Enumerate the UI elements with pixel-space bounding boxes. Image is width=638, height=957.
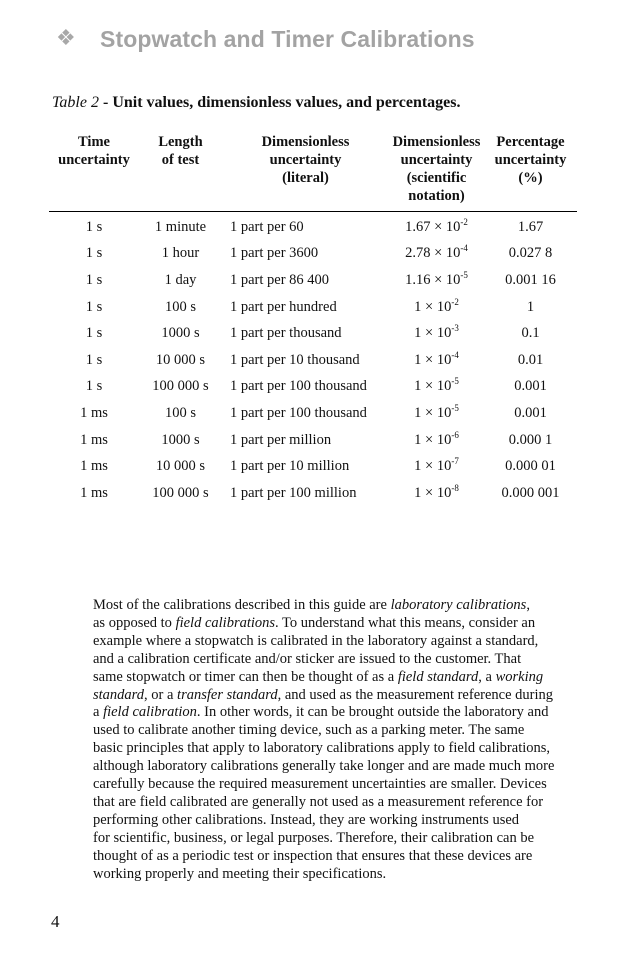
text-run: carefully because the required measurement uncertainties are smaller. Devices [93, 776, 547, 793]
scientific-notation-cell [389, 241, 484, 268]
percentage-cell: 0.000 01 [505, 458, 556, 475]
time-uncertainty-cell: 1 s [85, 298, 103, 315]
italic-term: working [495, 668, 544, 685]
scientific-notation-cell [389, 480, 484, 507]
scientific-base: 1 × 10 [414, 298, 452, 315]
column-header-line: (%) [518, 170, 543, 186]
column-header-line: Length [158, 134, 203, 150]
literal-uncertainty-cell: 1 part per thousand [230, 325, 342, 342]
test-length-cell: 1 hour [161, 245, 200, 262]
paragraph-line [93, 776, 571, 794]
scientific-base: 1.67 × 10 [405, 218, 461, 235]
literal-uncertainty-cell: 1 part per 100 thousand [230, 404, 367, 421]
scientific-exponent: -2 [451, 296, 459, 307]
time-uncertainty-cell: 1 s [85, 245, 103, 262]
body-paragraph [93, 597, 571, 884]
italic-term: field standard [397, 668, 479, 685]
column-header [389, 130, 484, 212]
text-run: and a calibration certificate and/or sticker are issued to the customer. That [93, 650, 522, 667]
literal-uncertainty-cell: 1 part per 100 thousand [230, 378, 367, 395]
scientific-notation-cell [389, 212, 484, 241]
scientific-exponent: -5 [451, 376, 459, 387]
test-length-cell: 100 s [164, 404, 197, 421]
literal-uncertainty-cell: 1 part per 10 thousand [230, 351, 360, 368]
test-length-cell: 100 000 s [152, 378, 209, 395]
table-body [49, 212, 577, 507]
text-run: , a [478, 668, 496, 685]
scientific-notation-cell [389, 294, 484, 321]
text-run: that are field calibrated are generally not used as a measurement reference for [93, 793, 544, 810]
scientific-base: 2.78 × 10 [405, 245, 461, 262]
column-header-line: Percentage [496, 134, 565, 150]
text-run: although laboratory calibrations generally take longer and are made much more [93, 758, 555, 775]
column-header [222, 130, 389, 212]
text-run: used to calibrate another timing device, such as a parking meter. The same [93, 722, 525, 739]
column-header-line: uncertainty [58, 152, 130, 168]
literal-uncertainty-cell: 1 part per million [230, 431, 332, 448]
table-row [49, 427, 577, 454]
text-run: basic principles that apply to laboratory calibrations apply to field calibrations, [93, 740, 551, 757]
column-header-line: of test [161, 152, 200, 168]
italic-term: laboratory calibrations [390, 597, 527, 613]
scientific-base: 1 × 10 [414, 351, 452, 368]
scientific-base: 1 × 10 [414, 404, 452, 421]
column-header-line: Dimensionless [392, 134, 481, 150]
literal-uncertainty-cell: 1 part per 100 million [230, 484, 357, 501]
paragraph-line [93, 615, 571, 633]
literal-uncertainty-cell: 1 part per 3600 [230, 245, 319, 262]
scientific-notation-cell [389, 400, 484, 427]
column-header-line: uncertainty [269, 152, 342, 168]
paragraph-line [93, 704, 571, 722]
text-run: example where a stopwatch is calibrated in the laboratory against a standard, [93, 632, 539, 649]
scientific-exponent: -7 [451, 456, 459, 467]
table-caption-label: Table 2 [52, 94, 99, 111]
text-run: , [526, 597, 530, 613]
paragraph-line [93, 669, 571, 687]
scientific-notation-cell [389, 267, 484, 294]
test-length-cell: 1000 s [161, 431, 200, 448]
column-header [49, 130, 139, 212]
text-run: Most of the calibrations described in this guide are [93, 597, 391, 613]
italic-term: field calibrations [175, 614, 276, 631]
table-row [49, 400, 577, 427]
literal-uncertainty-cell: 1 part per hundred [230, 298, 337, 315]
paragraph-line [93, 758, 571, 776]
text-run: for scientific, business, or legal purposes. Therefore, their calibration can be [93, 829, 535, 846]
scientific-notation-cell [389, 347, 484, 374]
percentage-cell: 1 [526, 298, 535, 315]
scientific-exponent: -3 [451, 323, 459, 334]
paragraph-line [93, 794, 571, 812]
literal-uncertainty-cell: 1 part per 86 400 [230, 271, 330, 288]
table-caption [52, 94, 461, 112]
uncertainty-table [49, 130, 577, 507]
percentage-cell: 0.01 [517, 351, 544, 368]
text-run: . In other words, it can be brought outside the laboratory and [196, 704, 549, 721]
text-run: same stopwatch or timer can then be thought of as a [93, 668, 398, 685]
table-row [49, 212, 577, 241]
test-length-cell: 1 minute [154, 218, 207, 235]
percentage-cell: 0.000 001 [501, 484, 560, 501]
column-header [139, 130, 222, 212]
paragraph-line [93, 866, 571, 884]
diamond-ornament-icon: ❖ [56, 26, 76, 51]
paragraph-line [93, 722, 571, 740]
paragraph-line [93, 848, 571, 866]
scientific-exponent: -2 [460, 216, 468, 227]
column-header-line: Time [78, 134, 110, 150]
test-length-cell: 1 day [164, 271, 197, 288]
column-header-line: Dimensionless [261, 134, 350, 150]
header-title: Stopwatch and Timer Calibrations [100, 25, 475, 52]
paragraph-line [93, 651, 571, 669]
paragraph-line [93, 633, 571, 651]
table-row [49, 453, 577, 480]
scientific-notation-cell [389, 374, 484, 401]
column-header-line: (scientific [406, 170, 467, 186]
text-run: . To understand what this means, consider an [275, 614, 536, 631]
page-header [56, 22, 475, 56]
time-uncertainty-cell: 1 s [85, 378, 103, 395]
column-header-line: notation) [408, 188, 465, 204]
time-uncertainty-cell: 1 s [85, 351, 103, 368]
scientific-exponent: -6 [451, 429, 459, 440]
percentage-cell: 0.001 [514, 404, 547, 421]
table-row [49, 241, 577, 268]
time-uncertainty-cell: 1 s [85, 218, 103, 235]
time-uncertainty-cell: 1 s [85, 325, 103, 342]
literal-uncertainty-cell: 1 part per 60 [230, 218, 304, 235]
scientific-exponent: -4 [451, 349, 459, 360]
percentage-cell: 1.67 [517, 218, 544, 235]
scientific-exponent: -8 [451, 482, 459, 493]
table-row [49, 374, 577, 401]
italic-term: standard [93, 686, 145, 703]
table-row [49, 347, 577, 374]
literal-uncertainty-cell: 1 part per 10 million [230, 458, 350, 475]
column-header [484, 130, 577, 212]
percentage-cell: 0.1 [521, 325, 540, 342]
time-uncertainty-cell: 1 ms [80, 484, 108, 501]
time-uncertainty-cell: 1 ms [80, 458, 108, 475]
text-run: thought of as a periodic test or inspection that ensures that these devices are [93, 847, 533, 864]
scientific-base: 1 × 10 [414, 484, 452, 501]
paragraph-line [93, 830, 571, 848]
table-row [49, 320, 577, 347]
scientific-base: 1 × 10 [414, 378, 452, 395]
scientific-exponent: -5 [460, 270, 468, 281]
text-run: working properly and meeting their specifications. [93, 865, 387, 882]
paragraph-line [93, 740, 571, 758]
paragraph-line [93, 687, 571, 705]
scientific-notation-cell [389, 427, 484, 454]
scientific-notation-cell [389, 320, 484, 347]
text-run: performing other calibrations. Instead, they are working instruments used [93, 811, 520, 828]
paragraph-line [93, 812, 571, 830]
time-uncertainty-cell: 1 s [85, 271, 103, 288]
italic-term: transfer standard [177, 686, 278, 703]
time-uncertainty-cell: 1 ms [80, 431, 108, 448]
test-length-cell: 10 000 s [155, 351, 206, 368]
table-header-row [49, 130, 577, 212]
column-header-line: uncertainty [400, 152, 473, 168]
table-row [49, 480, 577, 507]
scientific-base: 1 × 10 [414, 458, 452, 475]
scientific-base: 1 × 10 [414, 325, 452, 342]
test-length-cell: 100 000 s [152, 484, 209, 501]
scientific-exponent: -5 [451, 403, 459, 414]
percentage-cell: 0.027 8 [508, 245, 553, 262]
text-run: , and used as the measurement reference during [277, 686, 554, 703]
scientific-base: 1 × 10 [414, 431, 452, 448]
page-number: 4 [51, 912, 60, 931]
column-header-line: uncertainty [494, 152, 567, 168]
text-run: , or a [144, 686, 178, 703]
test-length-cell: 1000 s [161, 325, 200, 342]
text-run: a [93, 704, 104, 721]
test-length-cell: 100 s [164, 298, 197, 315]
test-length-cell: 10 000 s [155, 458, 206, 475]
scientific-notation-cell [389, 453, 484, 480]
time-uncertainty-cell: 1 ms [80, 404, 108, 421]
scientific-base: 1.16 × 10 [405, 271, 461, 288]
table-caption-text: - Unit values, dimensionless values, and percentages. [98, 94, 461, 111]
percentage-cell: 0.000 1 [508, 431, 553, 448]
paragraph-line [93, 597, 571, 615]
percentage-cell: 0.001 16 [505, 271, 556, 288]
scientific-exponent: -4 [460, 243, 468, 254]
percentage-cell: 0.001 [514, 378, 547, 395]
italic-term: field calibration [103, 704, 197, 721]
column-header-line: (literal) [282, 170, 329, 186]
text-run: as opposed to [93, 614, 176, 631]
table-row [49, 267, 577, 294]
table-row [49, 294, 577, 321]
